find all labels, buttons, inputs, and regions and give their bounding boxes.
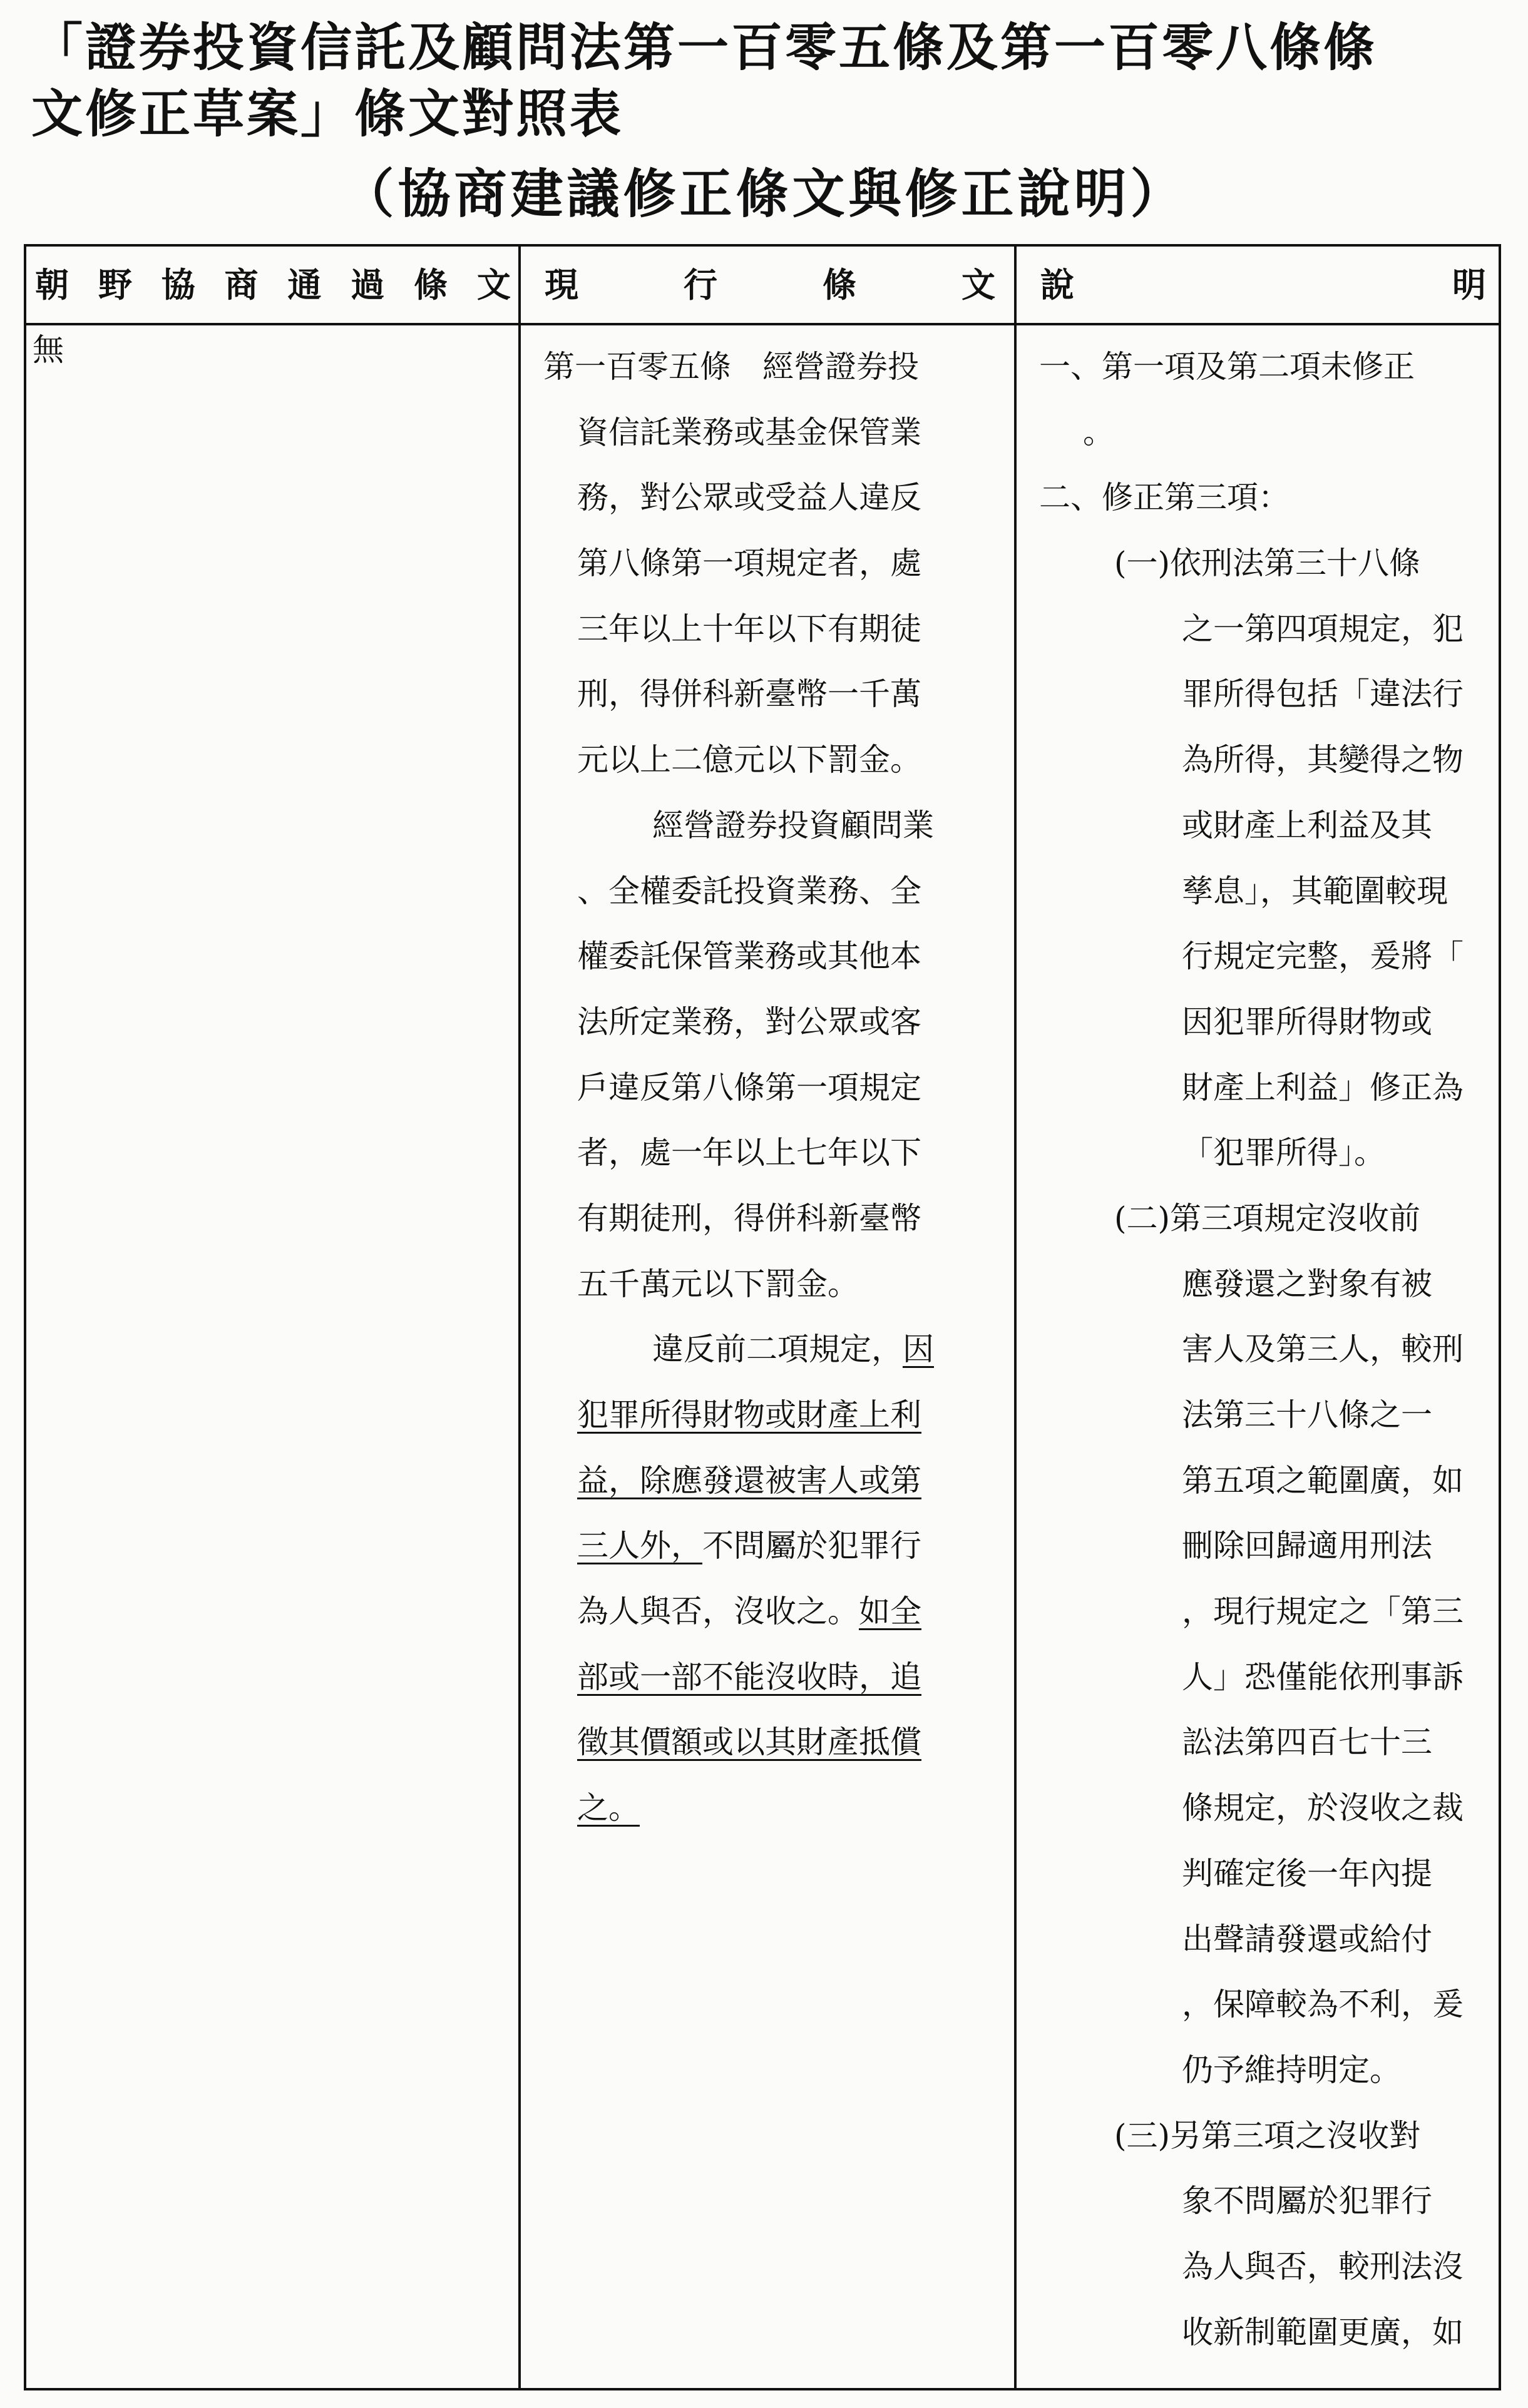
current-text-line: 法所定業務，對公眾或客 — [577, 1003, 921, 1040]
explanation-line: 為所得，其變得之物 — [1182, 742, 1464, 778]
current-text-line: 者，處一年以上七年以下 — [577, 1135, 921, 1171]
current-text-line: 有期徒刑，得併科新臺幣 — [577, 1200, 921, 1237]
current-text-line: 五千萬元以下罰金。 — [577, 1265, 859, 1302]
header-current-text — [545, 260, 995, 310]
explanation-line: 出聲請發還或給付 — [1182, 1921, 1432, 1957]
explanation-line: 因犯罪所得財物或 — [1182, 1003, 1432, 1040]
current-text-line: 權委託保管業務或其他本 — [577, 938, 921, 975]
current-text-line: 犯罪所得財物或財產上利 — [577, 1397, 921, 1433]
explanation-line: 財產上利益」修正為 — [1182, 1069, 1464, 1106]
explanation-line: 為人與否，較刑法沒 — [1182, 2248, 1464, 2285]
comparison-table — [24, 244, 1501, 2390]
explanation-line: (一)依刑法第三十八條 — [1114, 545, 1421, 582]
header-char: 行 — [684, 265, 717, 305]
current-text-line: 三人外，不問屬於犯罪行 — [577, 1528, 921, 1564]
header-char: 野 — [98, 265, 132, 305]
explanation-line: 人」恐僅能依刑事訴 — [1182, 1658, 1464, 1695]
explanation-line: (二)第三項規定沒收前 — [1114, 1200, 1421, 1237]
explanation-line: ，現行規定之「第三 — [1182, 1593, 1464, 1630]
current-text-line: 部或一部不能沒收時，追 — [577, 1658, 921, 1695]
explanation-line: ，保障較為不利，爰 — [1182, 1986, 1464, 2023]
current-text-line: 徵其價額或以其財產抵償 — [577, 1724, 921, 1761]
header-char: 過 — [351, 265, 385, 305]
header-agreed-text — [35, 260, 511, 310]
explanation-cell — [1039, 334, 1502, 2365]
current-text-line: 之。 — [577, 1790, 640, 1827]
header-explanation — [1040, 260, 1486, 310]
explanation-line: 「犯罪所得」。 — [1182, 1135, 1385, 1171]
explanation-line: 害人及第三人，較刑 — [1182, 1331, 1464, 1368]
explanation-line: 二、修正第三項： — [1039, 479, 1290, 516]
current-text-line: 第八條第一項規定者，處 — [577, 545, 921, 582]
explanation-line: 收新制範圍更廣，如 — [1182, 2314, 1464, 2350]
explanation-line: 行規定完整，爰將「 — [1182, 938, 1464, 975]
current-text-line: 益，除應發還被害人或第 — [577, 1462, 921, 1499]
explanation-line: 條規定，於沒收之裁 — [1182, 1790, 1464, 1827]
explanation-line: 判確定後一年內提 — [1182, 1855, 1432, 1892]
header-char: 明 — [1452, 265, 1486, 305]
header-char: 現 — [545, 265, 578, 305]
header-char: 協 — [161, 265, 195, 305]
explanation-line: 孳息」，其範圍較現 — [1182, 872, 1448, 909]
current-text-line: 為人與否，沒收之。如全 — [577, 1593, 921, 1630]
current-text-line: 刑，得併科新臺幣一千萬 — [577, 676, 921, 713]
current-text-line: 第一百零五條 經營證券投 — [543, 349, 919, 385]
document-subtitle: （協商建議修正條文與修正說明） — [341, 163, 1187, 225]
explanation-line: 刪除回歸適用刑法 — [1182, 1528, 1432, 1564]
header-char: 說 — [1040, 265, 1074, 305]
document-title-line1: 「證券投資信託及顧問法第一百零五條及第一百零八條條 — [31, 18, 1378, 78]
current-text-line: 、全權委託投資業務、全 — [577, 872, 921, 909]
agreed-text-cell: 無 — [33, 332, 64, 368]
header-char: 文 — [476, 265, 511, 305]
header-char: 商 — [224, 265, 259, 305]
explanation-line: 一、第一項及第二項未修正 — [1039, 349, 1415, 385]
current-text-line: 經營證券投資顧問業 — [652, 807, 934, 844]
current-text-line: 違反前二項規定，因 — [652, 1331, 934, 1368]
explanation-line: 訟法第四百七十三 — [1182, 1724, 1432, 1761]
current-text-line: 資信託業務或基金保管業 — [577, 414, 921, 451]
document-title-line2: 文修正草案」條文對照表 — [31, 84, 624, 144]
header-char: 文 — [961, 265, 995, 305]
explanation-line: 罪所得包括「違法行 — [1182, 676, 1464, 713]
explanation-line: 法第三十八條之一 — [1182, 1397, 1432, 1433]
explanation-line: 之一第四項規定，犯 — [1182, 610, 1464, 647]
current-text-line: 元以上二億元以下罰金。 — [577, 742, 921, 778]
header-divider — [26, 323, 1499, 325]
explanation-line: 第五項之範圍廣，如 — [1182, 1462, 1464, 1499]
explanation-line: 仍予維持明定。 — [1182, 2051, 1401, 2088]
header-char: 條 — [414, 265, 448, 305]
explanation-line: 。 — [1083, 414, 1114, 451]
current-text-cell — [543, 334, 1019, 1841]
header-char: 朝 — [35, 265, 69, 305]
explanation-line: 或財產上利益及其 — [1182, 807, 1432, 844]
explanation-line: 象不問屬於犯罪行 — [1182, 2183, 1432, 2220]
header-char: 通 — [287, 265, 322, 305]
current-text-line: 三年以上十年以下有期徒 — [577, 610, 921, 647]
column-divider-1 — [518, 247, 521, 2388]
explanation-line: (三)另第三項之沒收對 — [1114, 2117, 1421, 2154]
explanation-line: 應發還之對象有被 — [1182, 1265, 1432, 1302]
header-char: 條 — [823, 265, 856, 305]
current-text-line: 務，對公眾或受益人違反 — [577, 479, 921, 516]
current-text-line: 戶違反第八條第一項規定 — [577, 1069, 921, 1106]
